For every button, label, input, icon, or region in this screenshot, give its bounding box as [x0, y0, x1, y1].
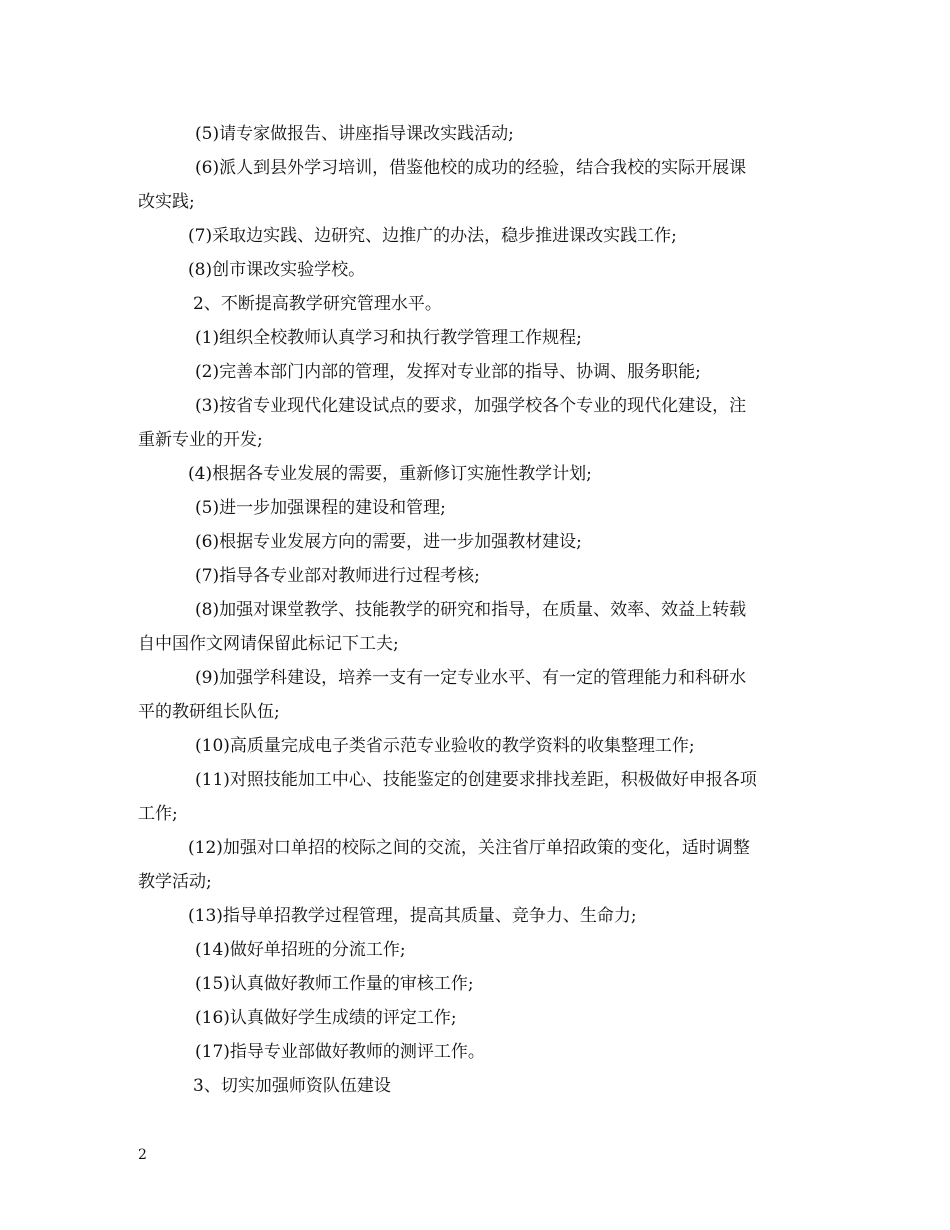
- text-line: (11)对照技能加工中心、技能鉴定的创建要求排找差距，积极做好申报各项: [195, 770, 757, 790]
- text-line: (2)完善本部门内部的管理，发挥对专业部的指导、协调、服务职能;: [195, 362, 701, 382]
- text-line: (13)指导单招教学过程管理，提高其质量、竞争力、生命力;: [188, 906, 637, 926]
- text-line: (9)加强学科建设，培养一支有一定专业水平、有一定的管理能力和科研水: [195, 668, 747, 688]
- text-line: (10)高质量完成电子类省示范专业验收的教学资料的收集整理工作;: [195, 736, 695, 756]
- document-body: [138, 117, 814, 1103]
- text-line: (1)组织全校教师认真学习和执行教学管理工作规程;: [195, 328, 582, 348]
- text-line: (6)派人到县外学习培训，借鉴他校的成功的经验，结合我校的实际开展课: [195, 158, 747, 178]
- text-line: 工作;: [138, 804, 178, 824]
- text-line: (8)创市课改实验学校。: [188, 260, 366, 280]
- text-line: (7)采取边实践、边研究、边推广的办法，稳步推进课改实践工作;: [188, 226, 677, 246]
- text-line: (5)请专家做报告、讲座指导课改实践活动;: [195, 124, 514, 144]
- text-line: (4)根据各专业发展的需要，重新修订实施性教学计划;: [188, 464, 592, 484]
- text-line: (16)认真做好学生成绩的评定工作;: [195, 1008, 457, 1028]
- text-line: 教学活动;: [138, 872, 212, 892]
- text-line: (6)根据专业发展方向的需要，进一步加强教材建设;: [195, 532, 582, 552]
- text-line: (3)按省专业现代化建设试点的要求，加强学校各个专业的现代化建设，注: [195, 396, 747, 416]
- section-heading: 2、不断提高教学研究管理水平。: [193, 294, 442, 314]
- text-line: (5)进一步加强课程的建设和管理;: [195, 498, 446, 518]
- section-heading: 3、切实加强师资队伍建设: [193, 1076, 391, 1096]
- text-line: (15)认真做好教师工作量的审核工作;: [195, 974, 474, 994]
- text-line: 重新专业的开发;: [138, 430, 263, 450]
- text-line: (17)指导专业部做好教师的测评工作。: [195, 1042, 485, 1062]
- text-line: (14)做好单招班的分流工作;: [195, 940, 406, 960]
- text-line: (7)指导各专业部对教师进行过程考核;: [195, 566, 480, 586]
- text-line: (12)加强对口单招的校际之间的交流，关注省厅单招政策的变化，适时调整: [188, 838, 750, 858]
- page-number: 2: [138, 1147, 147, 1163]
- text-line: 自中国作文网请保留此标记下工夫;: [138, 634, 399, 654]
- text-line: 平的教研组长队伍;: [138, 702, 280, 722]
- text-line: (8)加强对课堂教学、技能教学的研究和指导，在质量、效率、效益上转载: [195, 600, 747, 620]
- text-line: 改实践;: [138, 192, 195, 212]
